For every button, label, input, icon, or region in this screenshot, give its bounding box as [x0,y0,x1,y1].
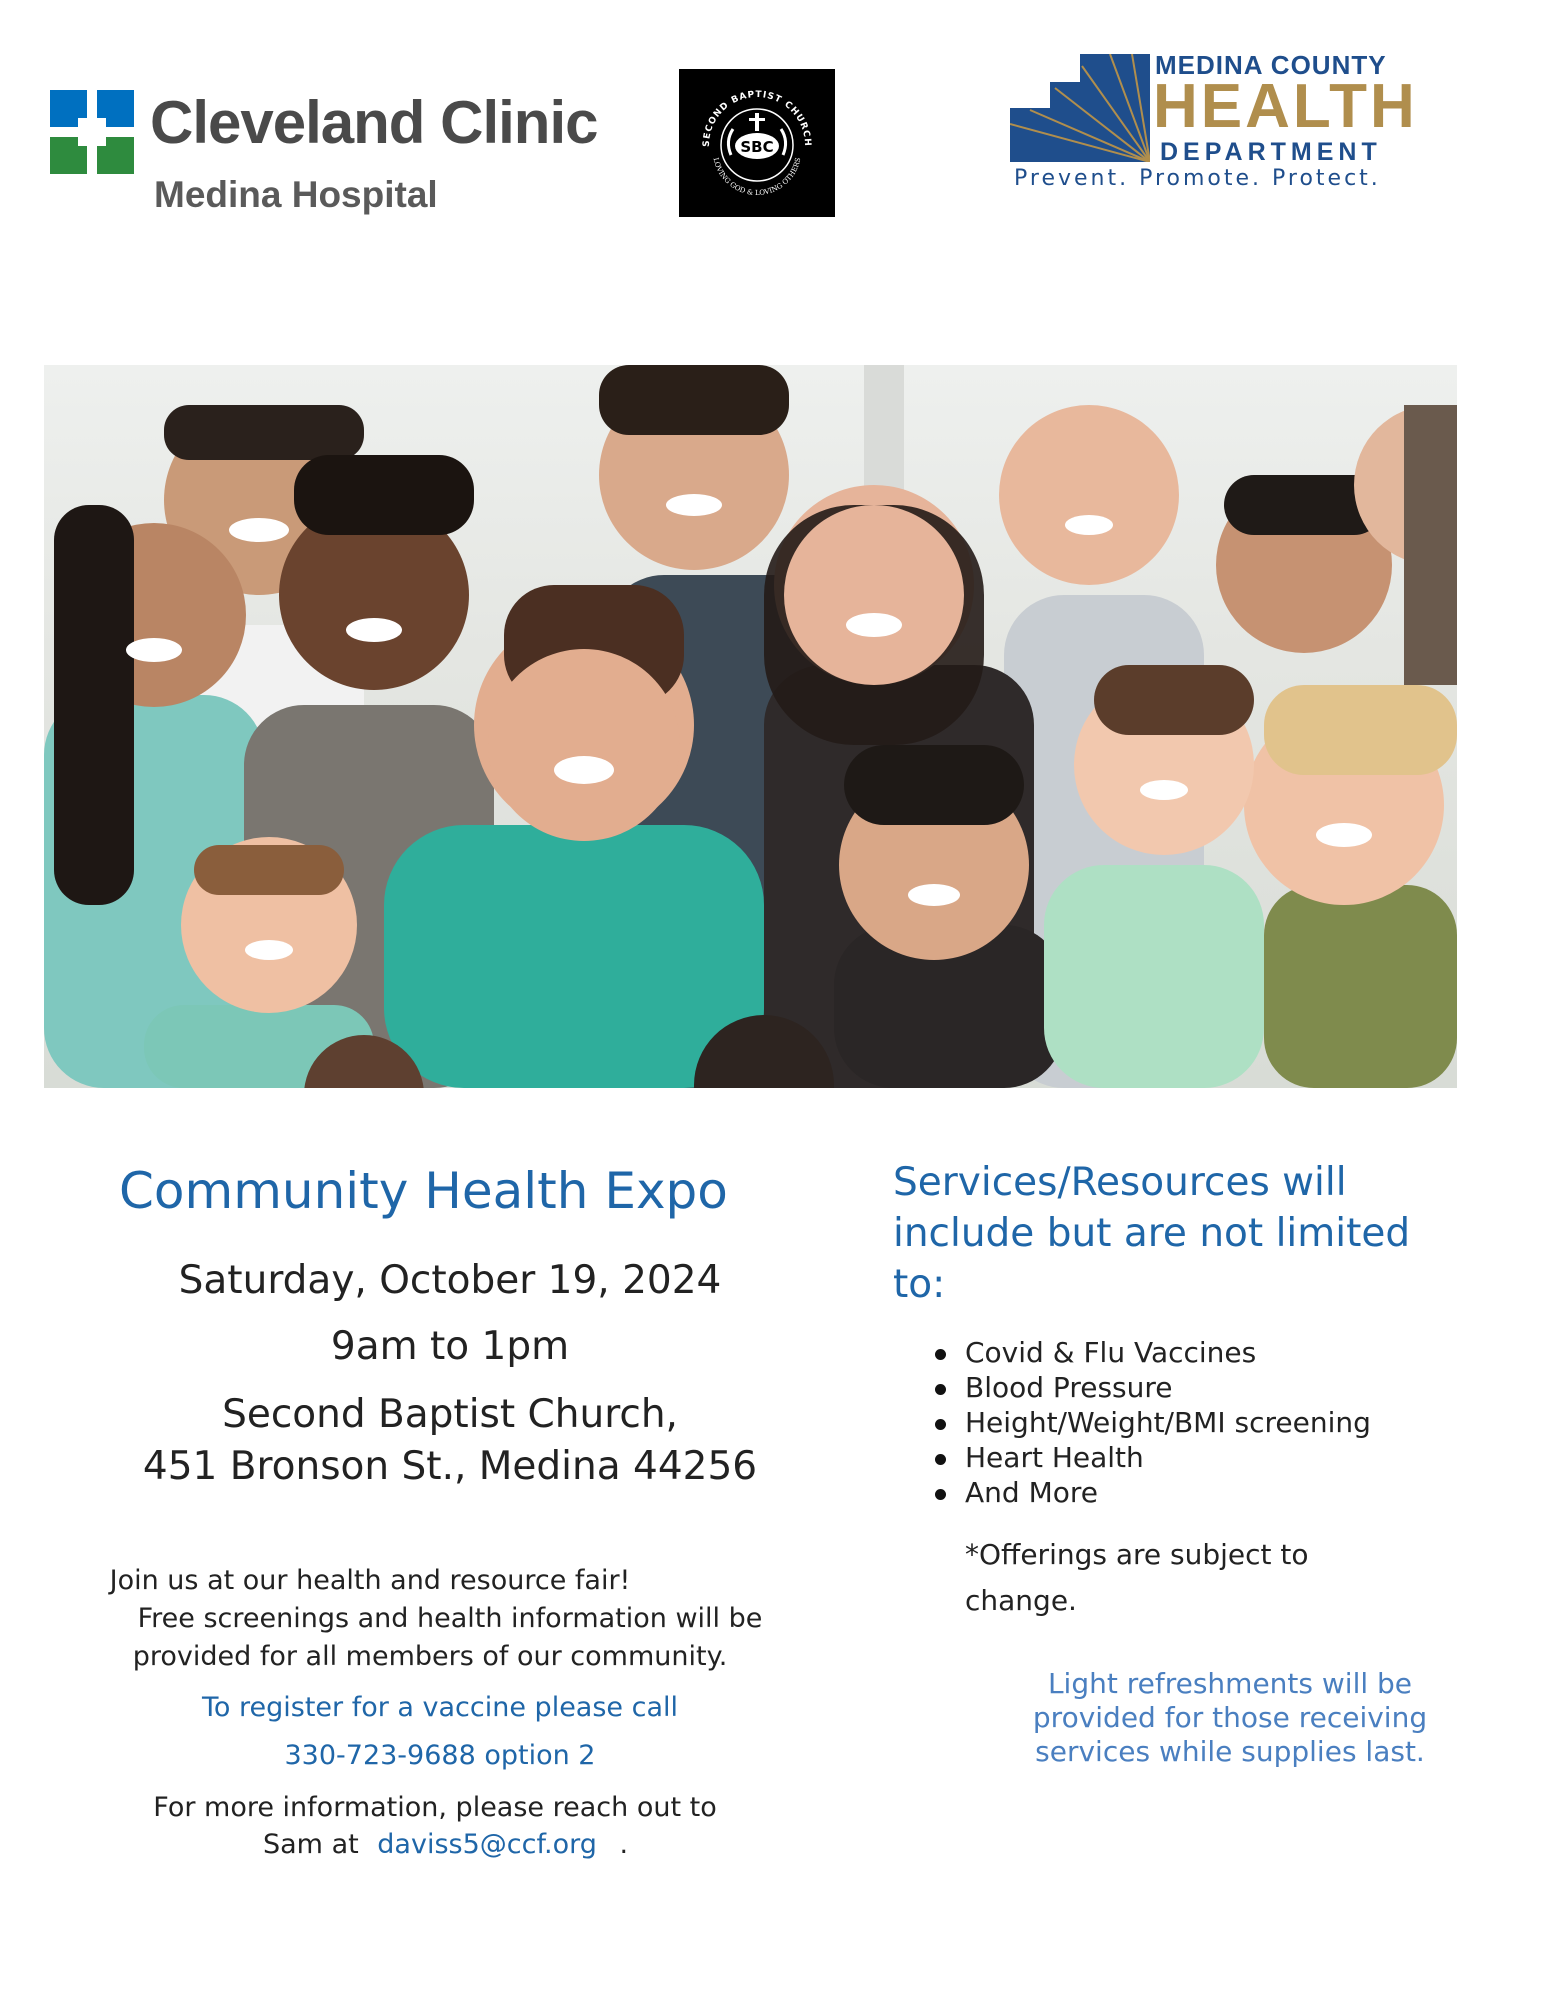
cleveland-clinic-cross-icon [50,90,134,174]
contact-prefix: Sam at [263,1829,359,1860]
refreshments-note: Light refreshments will be provided for those receiving services while supplies last. [1032,1667,1428,1768]
contact-line [263,1829,628,1860]
register-text: To register for a vaccine please call [201,1692,679,1723]
smiling-people-image [44,365,1457,1088]
sbc-emblem-icon [679,69,835,217]
list-item: Height/Weight/BMI screening [935,1405,1371,1440]
svg-text:SBC: SBC [740,138,774,156]
list-item: Heart Health [935,1440,1371,1475]
list-item: Covid & Flu Vaccines [935,1335,1371,1370]
medina-county-health-department-logo [1010,50,1430,200]
bullet-icon [935,1419,946,1430]
contact-suffix: . [619,1829,629,1860]
event-venue-name: Second Baptist Church, [222,1392,678,1437]
register-phone[interactable]: 330-723-9688 option 2 [284,1740,596,1771]
cleveland-clinic-name: Cleveland Clinic [150,89,598,156]
sunburst-icon [1010,54,1150,162]
bullet-icon [935,1454,946,1465]
services-list [935,1335,1371,1510]
intro-line-2: Free screenings and health information will be [137,1603,763,1634]
health-department-tagline: Prevent. Promote. Protect. [1014,166,1381,191]
medina-county-label: MEDINA COUNTY [1155,50,1387,80]
svg-text:LOVING GOD & LOVING OTHERS: LOVING GOD & LOVING OTHERS [711,156,803,198]
bullet-icon [935,1489,946,1500]
event-date: Saturday, October 19, 2024 [178,1258,722,1303]
event-time: 9am to 1pm [330,1324,570,1369]
medina-hospital-subtitle: Medina Hospital [154,174,438,215]
contact-text: For more information, please reach out to [153,1792,717,1823]
cleveland-clinic-logo [50,88,610,228]
svg-text:SECOND BAPTIST CHURCH: SECOND BAPTIST CHURCH [701,89,813,148]
services-heading: Services/Resources will include but are not limited to: [893,1160,1411,1307]
department-label: DEPARTMENT [1160,138,1382,166]
intro-line-3: provided for all members of our community. [132,1641,728,1672]
offerings-note: *Offerings are subject to change. [965,1538,1309,1617]
bullet-icon [935,1349,946,1360]
event-title: Community Health Expo [119,1162,728,1220]
intro-line-1: Join us at our health and resource fair! [109,1565,631,1596]
group-photo [44,365,1457,1088]
second-baptist-church-logo [679,69,835,217]
bullet-icon [935,1384,946,1395]
event-venue-address: 451 Bronson St., Medina 44256 [142,1444,758,1489]
contact-email-link[interactable]: daviss5@ccf.org [377,1829,597,1860]
list-item: And More [935,1475,1371,1510]
list-item: Blood Pressure [935,1370,1371,1405]
health-label: HEALTH [1153,72,1418,141]
person-mid-4 [1244,685,1457,1088]
